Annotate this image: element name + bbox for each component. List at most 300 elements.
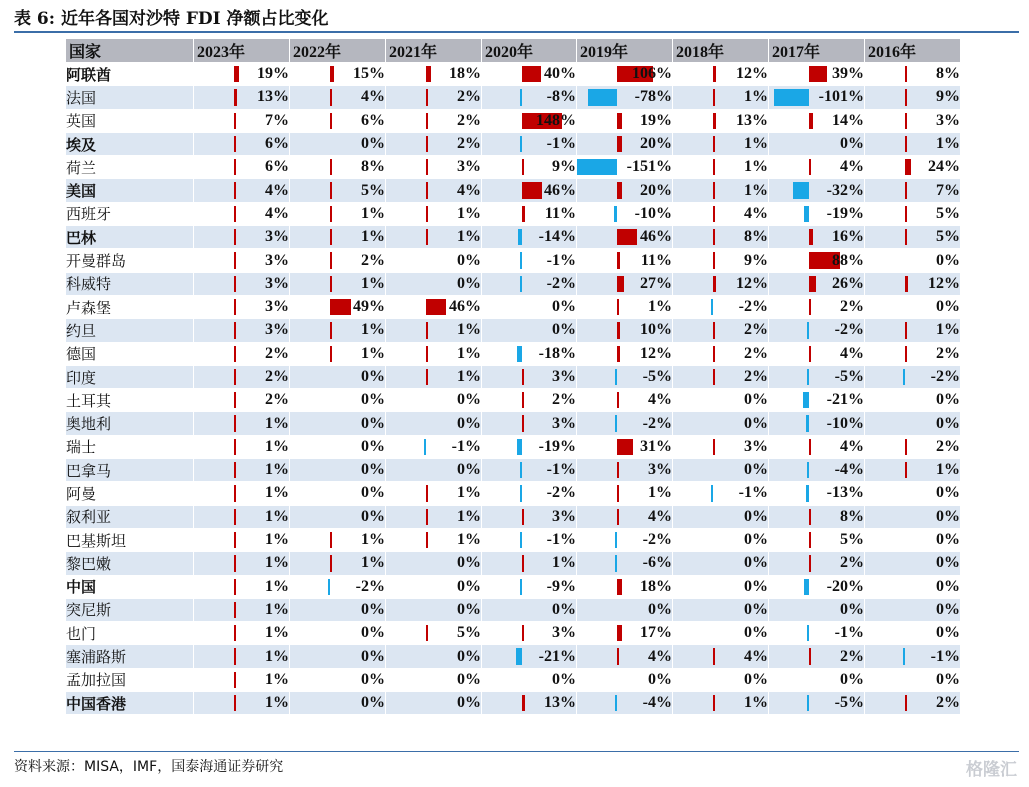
table-row	[66, 528, 961, 551]
negative-bar	[328, 579, 330, 595]
share-value: -13%	[826, 484, 864, 502]
share-cell	[673, 319, 769, 342]
positive-bar	[617, 392, 619, 408]
share-cell	[865, 552, 961, 575]
table-row	[66, 132, 961, 155]
table-row	[66, 109, 961, 132]
share-cell	[673, 505, 769, 528]
table-row	[66, 63, 961, 86]
header-year: 2018年	[673, 39, 769, 63]
share-cell	[865, 598, 961, 621]
share-value: 46%	[640, 228, 672, 246]
table-row	[66, 435, 961, 458]
share-cell	[482, 505, 577, 528]
share-cell	[673, 179, 769, 202]
country-name: 孟加拉国	[66, 668, 194, 691]
positive-bar	[713, 229, 715, 245]
share-value: 46%	[449, 298, 481, 316]
positive-bar	[809, 276, 816, 292]
share-value: 0%	[744, 554, 768, 572]
share-cell	[482, 622, 577, 645]
share-value: 3%	[265, 228, 289, 246]
share-cell	[577, 389, 673, 412]
share-value: 4%	[840, 437, 864, 455]
share-cell	[194, 389, 290, 412]
share-value: 6%	[265, 135, 289, 153]
share-value: -19%	[538, 437, 576, 455]
share-value: 1%	[265, 461, 289, 479]
share-value: 24%	[928, 158, 960, 176]
share-value: 0%	[361, 647, 385, 665]
share-cell	[482, 272, 577, 295]
share-value: 148%	[536, 111, 576, 129]
share-cell	[577, 249, 673, 272]
table-row	[66, 342, 961, 365]
share-value: 2%	[936, 437, 960, 455]
share-value: 1%	[457, 507, 481, 525]
share-value: -32%	[826, 181, 864, 199]
positive-bar	[522, 159, 524, 175]
share-cell	[865, 668, 961, 691]
share-value: 0%	[457, 414, 481, 432]
share-cell	[482, 319, 577, 342]
share-value: -1%	[546, 461, 576, 479]
table-row	[66, 249, 961, 272]
share-cell	[769, 86, 865, 109]
share-value: 1%	[265, 414, 289, 432]
share-cell	[386, 412, 482, 435]
negative-bar	[903, 648, 905, 664]
table-row	[66, 622, 961, 645]
share-cell	[865, 319, 961, 342]
positive-bar	[330, 66, 334, 82]
share-cell	[290, 482, 386, 505]
share-value: 0%	[361, 461, 385, 479]
negative-bar	[520, 485, 522, 501]
positive-bar	[713, 206, 715, 222]
share-value: 0%	[361, 391, 385, 409]
positive-bar	[234, 392, 236, 408]
share-cell	[290, 63, 386, 86]
share-cell	[290, 528, 386, 551]
share-value: 11%	[640, 251, 672, 269]
share-value: 1%	[361, 321, 385, 339]
source-note: 资料来源：MISA，IMF，国泰海通证券研究	[14, 751, 1019, 776]
share-value: 0%	[936, 554, 960, 572]
share-cell	[577, 482, 673, 505]
share-cell	[577, 622, 673, 645]
share-value: 0%	[361, 694, 385, 712]
share-cell	[577, 202, 673, 225]
share-value: 8%	[840, 507, 864, 525]
share-cell	[290, 295, 386, 318]
positive-bar	[617, 439, 633, 455]
positive-bar	[426, 532, 428, 548]
share-cell	[673, 412, 769, 435]
positive-bar	[330, 113, 332, 129]
share-value: 0%	[457, 694, 481, 712]
table-row	[66, 226, 961, 249]
share-value: -1%	[834, 624, 864, 642]
negative-bar	[520, 136, 522, 152]
share-value: 4%	[648, 507, 672, 525]
table-row	[66, 668, 961, 691]
country-name: 卢森堡	[66, 295, 194, 318]
share-cell	[769, 109, 865, 132]
negative-bar	[774, 89, 809, 105]
header-year: 2019年	[577, 39, 673, 63]
share-cell	[482, 295, 577, 318]
positive-bar	[522, 206, 525, 222]
share-value: 3%	[265, 321, 289, 339]
share-cell	[482, 668, 577, 691]
share-cell	[290, 459, 386, 482]
share-value: 1%	[361, 531, 385, 549]
share-cell	[673, 226, 769, 249]
share-value: 0%	[361, 624, 385, 642]
share-value: 31%	[640, 437, 672, 455]
share-value: 1%	[265, 670, 289, 688]
share-value: 6%	[265, 158, 289, 176]
positive-bar	[713, 66, 716, 82]
share-cell	[769, 412, 865, 435]
positive-bar	[522, 369, 524, 385]
positive-bar	[234, 625, 236, 641]
share-value: 4%	[265, 181, 289, 199]
share-value: -21%	[538, 647, 576, 665]
positive-bar	[905, 66, 907, 82]
share-cell	[386, 156, 482, 179]
share-value: -78%	[634, 88, 672, 106]
country-name: 开曼群岛	[66, 249, 194, 272]
negative-bar	[615, 532, 617, 548]
share-value: -2%	[546, 274, 576, 292]
table-row	[66, 319, 961, 342]
table-row	[66, 459, 961, 482]
share-cell	[865, 272, 961, 295]
share-cell	[769, 575, 865, 598]
share-value: 1%	[265, 694, 289, 712]
positive-bar	[426, 206, 428, 222]
positive-bar	[713, 695, 715, 711]
share-cell	[482, 365, 577, 388]
share-cell	[386, 226, 482, 249]
share-value: -4%	[642, 694, 672, 712]
positive-bar	[234, 602, 236, 618]
share-cell	[673, 482, 769, 505]
positive-bar	[809, 299, 811, 315]
share-value: -2%	[834, 321, 864, 339]
share-value: 0%	[552, 298, 576, 316]
share-value: 0%	[744, 507, 768, 525]
country-name: 约旦	[66, 319, 194, 342]
positive-bar	[617, 276, 624, 292]
positive-bar	[905, 113, 907, 129]
share-cell	[769, 132, 865, 155]
share-value: -5%	[834, 694, 864, 712]
share-value: -2%	[546, 484, 576, 502]
positive-bar	[330, 229, 332, 245]
country-name: 叙利亚	[66, 505, 194, 528]
share-value: 5%	[936, 228, 960, 246]
positive-bar	[234, 89, 237, 105]
share-cell	[290, 412, 386, 435]
positive-bar	[905, 206, 907, 222]
share-cell	[865, 505, 961, 528]
country-name: 英国	[66, 109, 194, 132]
share-cell	[194, 63, 290, 86]
country-name: 美国	[66, 179, 194, 202]
share-value: 1%	[936, 321, 960, 339]
share-cell	[865, 622, 961, 645]
share-value: 0%	[744, 531, 768, 549]
country-name: 德国	[66, 342, 194, 365]
positive-bar	[330, 206, 332, 222]
share-value: 5%	[840, 531, 864, 549]
share-cell	[290, 249, 386, 272]
share-cell	[386, 552, 482, 575]
share-value: 9%	[552, 158, 576, 176]
share-cell	[577, 552, 673, 575]
share-cell	[577, 226, 673, 249]
positive-bar	[426, 229, 428, 245]
share-cell	[577, 109, 673, 132]
share-value: 1%	[361, 228, 385, 246]
share-value: 2%	[457, 111, 481, 129]
share-cell	[290, 365, 386, 388]
share-value: 12%	[640, 344, 672, 362]
share-cell	[386, 202, 482, 225]
share-cell	[482, 132, 577, 155]
share-value: 0%	[552, 670, 576, 688]
share-value: 2%	[552, 391, 576, 409]
share-value: 19%	[640, 111, 672, 129]
share-cell	[577, 365, 673, 388]
share-value: 1%	[744, 694, 768, 712]
positive-bar	[234, 532, 236, 548]
share-value: 1%	[457, 344, 481, 362]
share-value: 1%	[457, 228, 481, 246]
header-year: 2020年	[482, 39, 577, 63]
share-value: -10%	[826, 414, 864, 432]
share-cell	[386, 132, 482, 155]
positive-bar	[330, 182, 332, 198]
share-cell	[194, 668, 290, 691]
share-value: -6%	[642, 554, 672, 572]
share-value: 0%	[936, 484, 960, 502]
share-cell	[673, 435, 769, 458]
share-value: 0%	[936, 577, 960, 595]
share-value: 2%	[840, 298, 864, 316]
share-value: 0%	[936, 507, 960, 525]
positive-bar	[234, 182, 236, 198]
share-cell	[865, 692, 961, 715]
share-cell	[865, 342, 961, 365]
share-value: 0%	[361, 135, 385, 153]
positive-bar	[426, 485, 428, 501]
positive-bar	[617, 136, 622, 152]
share-value: 106%	[632, 65, 672, 83]
share-value: 12%	[928, 274, 960, 292]
share-value: 0%	[457, 461, 481, 479]
share-cell	[673, 622, 769, 645]
share-cell	[194, 622, 290, 645]
share-cell	[290, 132, 386, 155]
share-cell	[865, 132, 961, 155]
share-cell	[290, 692, 386, 715]
share-value: 0%	[840, 670, 864, 688]
share-value: 4%	[840, 158, 864, 176]
share-cell	[482, 575, 577, 598]
share-cell	[673, 63, 769, 86]
share-value: 2%	[936, 344, 960, 362]
table-row	[66, 598, 961, 621]
share-value: -2%	[355, 577, 385, 595]
share-cell	[482, 459, 577, 482]
share-value: 1%	[265, 624, 289, 642]
positive-bar	[809, 159, 811, 175]
positive-bar	[905, 462, 907, 478]
share-cell	[673, 86, 769, 109]
positive-bar	[426, 509, 428, 525]
share-cell	[769, 63, 865, 86]
share-cell	[386, 668, 482, 691]
positive-bar	[426, 89, 428, 105]
share-cell	[769, 622, 865, 645]
share-value: 5%	[936, 204, 960, 222]
share-cell	[769, 505, 865, 528]
share-cell	[482, 598, 577, 621]
positive-bar	[522, 415, 524, 431]
share-cell	[577, 575, 673, 598]
share-value: -1%	[546, 135, 576, 153]
negative-bar	[614, 206, 617, 222]
positive-bar	[905, 346, 907, 362]
positive-bar	[617, 579, 622, 595]
share-cell	[673, 459, 769, 482]
positive-bar	[330, 532, 332, 548]
share-cell	[290, 505, 386, 528]
share-cell	[769, 249, 865, 272]
share-value: 3%	[936, 111, 960, 129]
share-value: 26%	[832, 274, 864, 292]
negative-bar	[615, 415, 617, 431]
header-country: 国家	[66, 39, 194, 63]
share-value: 0%	[840, 600, 864, 618]
positive-bar	[330, 252, 332, 268]
share-value: -101%	[818, 88, 864, 106]
negative-bar	[517, 439, 522, 455]
positive-bar	[522, 509, 524, 525]
positive-bar	[426, 66, 431, 82]
share-value: 2%	[457, 135, 481, 153]
positive-bar	[330, 159, 332, 175]
positive-bar	[905, 136, 907, 152]
share-cell	[769, 272, 865, 295]
positive-bar	[426, 113, 428, 129]
share-value: 0%	[552, 321, 576, 339]
positive-bar	[809, 648, 811, 664]
share-value: 8%	[744, 228, 768, 246]
negative-bar	[520, 89, 522, 105]
negative-bar	[804, 579, 809, 595]
share-value: 1%	[744, 181, 768, 199]
share-cell	[290, 156, 386, 179]
share-value: 0%	[361, 368, 385, 385]
share-value: -1%	[738, 484, 768, 502]
share-value: 3%	[265, 298, 289, 316]
positive-bar	[522, 66, 541, 82]
share-value: 1%	[936, 461, 960, 479]
share-value: 0%	[457, 391, 481, 409]
share-cell	[577, 412, 673, 435]
country-name: 法国	[66, 86, 194, 109]
share-cell	[673, 692, 769, 715]
positive-bar	[522, 625, 524, 641]
share-cell	[673, 365, 769, 388]
share-cell	[194, 226, 290, 249]
positive-bar	[234, 206, 236, 222]
share-value: 3%	[552, 624, 576, 642]
share-value: 39%	[832, 65, 864, 83]
share-cell	[482, 226, 577, 249]
positive-bar	[617, 648, 619, 664]
positive-bar	[426, 625, 428, 641]
share-cell	[290, 86, 386, 109]
negative-bar	[807, 695, 809, 711]
share-value: 4%	[648, 647, 672, 665]
positive-bar	[234, 648, 236, 664]
share-cell	[386, 179, 482, 202]
positive-bar	[234, 579, 236, 595]
share-cell	[290, 202, 386, 225]
negative-bar	[517, 346, 522, 362]
header-year: 2022年	[290, 39, 386, 63]
share-cell	[482, 202, 577, 225]
share-value: 3%	[648, 461, 672, 479]
positive-bar	[905, 89, 907, 105]
negative-bar	[807, 462, 809, 478]
positive-bar	[617, 485, 619, 501]
share-value: 1%	[361, 554, 385, 572]
share-cell	[194, 86, 290, 109]
positive-bar	[713, 89, 715, 105]
share-value: 17%	[640, 624, 672, 642]
share-value: 40%	[544, 65, 576, 83]
positive-bar	[426, 159, 428, 175]
share-cell	[577, 156, 673, 179]
share-value: 1%	[936, 135, 960, 153]
share-value: 0%	[361, 600, 385, 618]
share-value: 5%	[457, 624, 481, 642]
share-value: 13%	[257, 88, 289, 106]
share-cell	[673, 156, 769, 179]
share-cell	[769, 179, 865, 202]
share-cell	[386, 528, 482, 551]
share-value: 2%	[744, 321, 768, 339]
negative-bar	[903, 369, 905, 385]
negative-bar	[804, 206, 809, 222]
share-value: 0%	[361, 484, 385, 502]
positive-bar	[905, 439, 907, 455]
positive-bar	[234, 462, 236, 478]
share-value: 0%	[361, 670, 385, 688]
positive-bar	[234, 415, 236, 431]
share-value: 0%	[744, 391, 768, 409]
share-cell	[865, 156, 961, 179]
share-value: 0%	[744, 600, 768, 618]
positive-bar	[713, 322, 715, 338]
